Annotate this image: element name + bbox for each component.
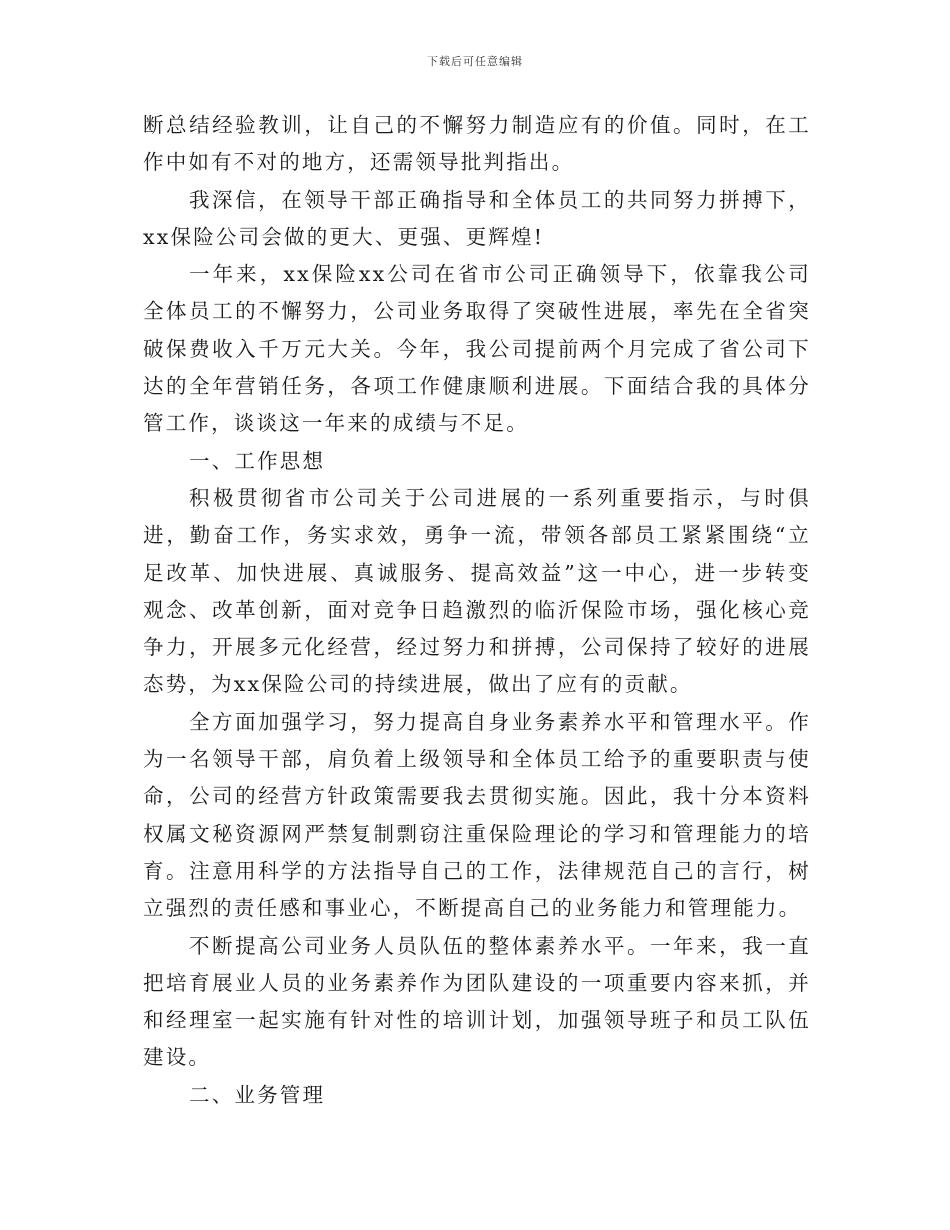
header-note: 下载后可任意编辑 <box>427 55 523 68</box>
paragraph-4: 积极贯彻省市公司关于公司进展的一系列重要指示，与时俱进，勤奋工作，务实求效，勇争一流，带领各部员工紧紧围绕“立足改革、加快进展、真诚服务、提高效益”这一中心，进一步转变观念、改革创新，面对竞争日趋激烈的临沂保险市场，强化核心竞争力，开展多元化经营，经过努力和拼搏，公司保持了较好的进展态势，为xx保险公司的持续进展，做出了应有的贡献。 <box>143 485 811 697</box>
section-heading-1: 一、工作思想 <box>189 448 326 473</box>
paragraph-3: 一年来，xx保险xx公司在省市公司正确领导下，依靠我公司全体员工的不懈努力，公司业务取得了突破性进展，率先在全省突破保费收入千万元大关。今年，我公司提前两个月完成了省公司下达的全年营销任务，各项工作健康顺利进展。下面结合我的具体分管工作，谈谈这一年来的成绩与不足。 <box>143 262 811 436</box>
document-body <box>143 107 811 1114</box>
paragraph-2: 我深信，在领导干部正确指导和全体员工的共同努力拼搏下，xx保险公司会做的更大、更强、更辉煌! <box>143 187 811 249</box>
paragraph-6: 不断提高公司业务人员队伍的整体素养水平。一年来，我一直把培育展业人员的业务素养作为团队建设的一项重要内容来抓，并和经理室一起实施有针对性的培训计划，加强领导班子和员工队伍建设。 <box>143 933 811 1070</box>
section-heading-2: 二、业务管理 <box>189 1082 326 1107</box>
paragraph-1: 断总结经验教训，让自己的不懈努力制造应有的价值。同时，在工作中如有不对的地方，还需领导批判指出。 <box>143 113 811 175</box>
paragraph-5: 全方面加强学习，努力提高自身业务素养水平和管理水平。作为一名领导干部，肩负着上级领导和全体员工给予的重要职责与使命，公司的经营方针政策需要我去贯彻实施。因此，我十分本资料权属文秘资源网严禁复制剽窃注重保险理论的学习和管理能力的培育。注意用科学的方法指导自己的工作，法律规范自己的言行，树立强烈的责任感和事业心，不断提高自己的业务能力和管理能力。 <box>143 709 811 921</box>
